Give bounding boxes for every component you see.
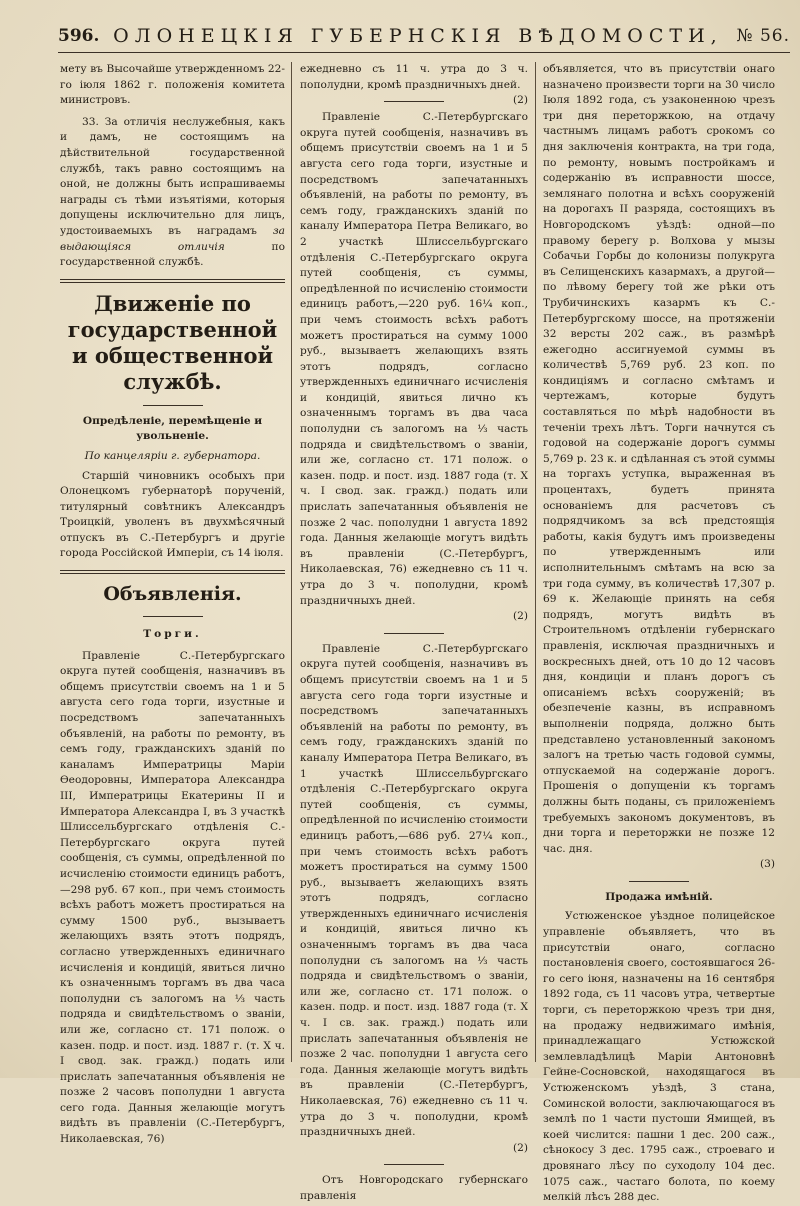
divider bbox=[384, 1164, 444, 1165]
notice-number: (2) bbox=[512, 94, 528, 107]
paragraph: Старшій чиновникъ особыхъ при Олонецкомъ губернаторѣ порученій, титулярный совѣтникъ Александръ Троицкій, уволенъ въ двухмѣсячный отпускъ въ С.-Петербургъ и другіе города Россійской Имперіи, съ 14 іюля. bbox=[60, 469, 285, 560]
paragraph: Отъ Новгородскаго губернскаго правленія bbox=[300, 1174, 528, 1202]
paragraph-text: по государственной службѣ. bbox=[60, 240, 285, 269]
paragraph: объявляется, что въ присутствіи онаго назначено произвести торги на 30 число Іюля 1892 года, съ узаконенною чрезъ три дня переторжкою, на отдачу частнымъ лицамъ работъ срокомъ со дня заключенія контракта, на три года, по ремонту, новымъ постройкамъ и содержанію въ исправности шоссе, землянаго полотна и всѣхъ сооруженій на дорогахъ II разряда, состоящихъ въ Новгородскомъ уѣздѣ: одной—по правому берегу р. Волхова у мызы Собачьи Горбы до колонизы полукруга въ Селищенскихъ казармахъ, а другой—по лѣвому берегу той же рѣки отъ Трубичинскихъ казармъ къ С.-Петербургскому шоссе, на протяженіи 32 версты 202 саж., въ размѣрѣ ежегодно ассигнуемой суммы въ количествѣ 5,769 руб. 23 коп. по кондиціямъ и согласно смѣтамъ и чертежамъ, которые будутъ составляться по мѣрѣ надобности въ теченіи трехъ лѣтъ. Торги начнутся съ годовой на содержаніе дорогъ суммы 5,769 р. 23 к. и сдѣланная съ этой суммы на торгахъ уступка, выраженная въ процентахъ, будетъ принята основаніемъ для расчетовъ съ подрядчикомъ за всѣ предстоящія работы, какія будутъ имъ произведены по утвержденнымъ или исполнительнымъ смѣтамъ на всю за три года сумму, въ количествѣ 17,307 р. 69 к. Желающіе принять на себя подрядъ, могутъ видѣть въ Строительномъ отдѣленіи губернскаго правленія, исключая праздничныхъ и воскресныхъ дней, отъ 10 до 12 часовъ дня, кондиціи и планъ дорогъ съ описаніемъ всѣхъ сооруженій; въ обезпеченіе казны, въ исправномъ выполненіи подряда, должно быть представлено установленный закономъ залогъ на третью часть годовой суммы, отпускаемой на содержаніе дорогъ. Прошенія о допущеніи къ торгамъ должны быть поданы, съ приложеніемъ требуемыхъ закономъ документовъ, въ дни торга и переторжки не позже 12 час. дня. bbox=[543, 63, 775, 855]
paragraph: Устюженское уѣздное полицейское управленіе объявляетъ, что въ присутствіи онаго, согласно постановленія своего, состоявшагося 26-го сего іюня, назначены на 16 сентября 1892 года, съ 11 часовъ утра, четвертые торги, съ переторжкою чрезъ три дня, на продажу недвижимаго имѣнія, принадлежащаго Устюжской землевладѣлицѣ Маріи Антоновнѣ Гейне-Сосновской, находящагося въ Устюженскомъ уѣздѣ, 3 стана, Соминской волости, заключающагося въ землѣ по 1 части пустоши Ямищей, въ коей числится: пашни 1 дес. 200 саж., сѣнокосу 3 дес. 1795 саж., строеваго и дровянаго лѣсу по суходолу 104 дес. 1075 саж., частаго болота, по коему мелкій лѣсъ 288 дес. bbox=[543, 910, 775, 1204]
column-1 bbox=[60, 62, 285, 1148]
column-divider bbox=[291, 62, 292, 1062]
paragraph bbox=[60, 115, 285, 271]
divider bbox=[384, 101, 444, 102]
subheading: Торги. bbox=[143, 628, 202, 641]
column-3 bbox=[543, 62, 775, 1206]
paragraph: Правленіе С.-Петербургскаго округа путей сообщенія, назначивъ въ общемъ присутствіи своемъ на 1 и 5 августа сего года торги, изустные и посредствомъ запечатанныхъ объявленій, на работы по ремонту, въ семъ году, гражданскихъ зданій по каналу Императора Петра Великаго, во 2 участкѣ Шлиссельбургскаго отдѣленія С.-Петербургскаго округа путей сообщенія, съ суммы, опредѣленной по исчисленію стоимости единицъ работъ,—220 руб. 16¼ коп., при чемъ стоимость всѣхъ работъ можетъ простираться на сумму 1000 руб., вызываетъ желающихъ взять этотъ подрядъ, согласно утвержденныхъ единичнаго исчисленія и кондицій, явиться лично къ означеннымъ торгамъ въ два часа пополудни съ залогомъ на ⅓ часть подряда и свидѣтельствомъ о званіи, или же, согласно ст. 171 полож. о казен. подр. и пост. изд. 1887 года (т. X ч. I свод. зак. гражд.) подать или прислать запечатанныя объявленія не позже 2 час. пополудни 1 августа 1892 года. Данныя желающіе могутъ видѣть въ правленіи (С.-Петербургъ, Николаевская, 76) ежедневно съ 11 ч. утра до 3 ч. пополудни, кромѣ праздничныхъ дней. bbox=[300, 111, 528, 607]
section-divider bbox=[60, 570, 285, 574]
section-heading: Движеніе по государственной и общественной службѣ. bbox=[67, 290, 278, 394]
subheading-italic: По канцеляріи г. губернатора. bbox=[84, 449, 261, 462]
notice-number: (2) bbox=[512, 610, 528, 623]
divider bbox=[629, 881, 689, 882]
divider bbox=[143, 616, 203, 617]
column-divider bbox=[535, 62, 536, 1062]
section-divider bbox=[60, 279, 285, 283]
italic-text: за выдающіяся отличія bbox=[60, 224, 285, 253]
subheading: Опредѣленіе, перемѣщеніе и увольненіе. bbox=[82, 414, 263, 443]
divider bbox=[143, 405, 203, 406]
paragraph-text: 33. За отличія неслужебныя, какъ и дамъ, не состоящимъ на дѣйствительной государственной службѣ, такъ равно состоящимъ на оной, не должны быть испрашиваемы награды съ тѣми изъятіями, которыя допущены исключительно для лицъ, удостоиваемыхъ въ наградамъ bbox=[60, 115, 285, 237]
column-2 bbox=[300, 62, 528, 1205]
paragraph bbox=[300, 62, 528, 107]
subheading: Продажа имѣній. bbox=[605, 890, 713, 903]
paragraph: Правленіе С.-Петербургскаго округа путей сообщенія, назначивъ въ общемъ присутствіи своемъ на 1 и 5 августа сего года торги изустные и посредствомъ запечатанныхъ объявленій на работы по ремонту, въ семъ году, гражданскихъ зданій по каналу Императора Петра Великаго, въ 1 участкѣ Шлиссельбургскаго отдѣленія С.-Петербургскаго округа путей сообщенія, съ суммы, опредѣленной по исчисленію стоимости единицъ работъ,—686 руб. 27¼ коп., при чемъ стоимость всѣхъ работъ можетъ простираться на сумму 1500 руб., вызываетъ желающихъ взять этотъ подрядъ, согласно утвержденныхъ единичнаго исчисленія и кондицій, явиться лично къ означеннымъ торгамъ въ два часа пополудни съ залогомъ на ⅓ часть подряда и свидѣтельствомъ о званіи, или же, согласно ст. 171 полож. о казен. подр. и пост. изд. 1887 года (т. X ч. I св. зак. гражд.) подать или прислать запечатанныя объявленія не позже 2 час. пополудни 1 августа сего года. Данныя желающіе могутъ видѣть въ правленіи (С.-Петербургъ, Николаевская, 76) ежедневно съ 11 ч. утра до 3 ч. пополудни, кромѣ праздничныхъ дней. bbox=[300, 642, 528, 1139]
notice-number: (2) bbox=[512, 1141, 528, 1154]
paragraph-text: ежедневно съ 11 ч. утра до 3 ч. пополудни, кромѣ праздничныхъ дней. bbox=[300, 63, 528, 91]
paragraph: мету въ Высочайше утвержденномъ 22-го іюля 1862 г. положенія комитета министровъ. bbox=[60, 63, 285, 107]
page-header bbox=[58, 20, 790, 53]
divider bbox=[384, 633, 444, 634]
newspaper-title: ОЛОНЕЦКІЯ ГУБЕРНСКІЯ ВѢДОМОСТИ, bbox=[113, 25, 723, 47]
issue-number: № 56. bbox=[736, 26, 790, 46]
paragraph: Правленіе С.-Петербургскаго округа путей сообщенія, назначивъ въ общемъ присутствіи своемъ на 1 и 5 августа сего года торги, изустные и посредствомъ запечатанныхъ объявленій, на работы по ремонту, въ семъ году, гражданскихъ зданій по каналамъ Императрицы Маріи Ѳеодоровны, Императора Александра III, Императрицы Екатерины II и Императора Александра I, въ 3 участкѣ Шлиссельбургскаго отдѣленія С.-Петербургскаго округа путей сообщенія, съ суммы, опредѣленной по исчисленію стоимости единицъ работъ,—298 руб. 67 коп., при чемъ стоимость всѣхъ работъ можетъ простираться на сумму 1500 руб., вызываетъ желающихъ взять этотъ подрядъ, согласно утвержденныхъ единичнаго исчисленія и кондицій, явиться лично къ означеннымъ торгамъ въ два часа пополудни съ залогомъ на ⅓ часть подряда и свидѣтельствомъ о званіи, или же, согласно ст. 171 полож. о казен. подр. и пост. изд. 1887 г. (т. X ч. I свод. зак. гражд.) подать или прислать запечатанныя объявленія не позже 2 часовъ пополудни 1 августа сего года. Данныя желающіе могутъ видѣть въ правленіи (С.-Петербургъ, Николаевская, 76) bbox=[60, 649, 285, 1146]
page-number: 596. bbox=[58, 26, 100, 46]
section-heading: Объявленія. bbox=[103, 583, 242, 606]
notice-number: (3) bbox=[759, 858, 775, 871]
